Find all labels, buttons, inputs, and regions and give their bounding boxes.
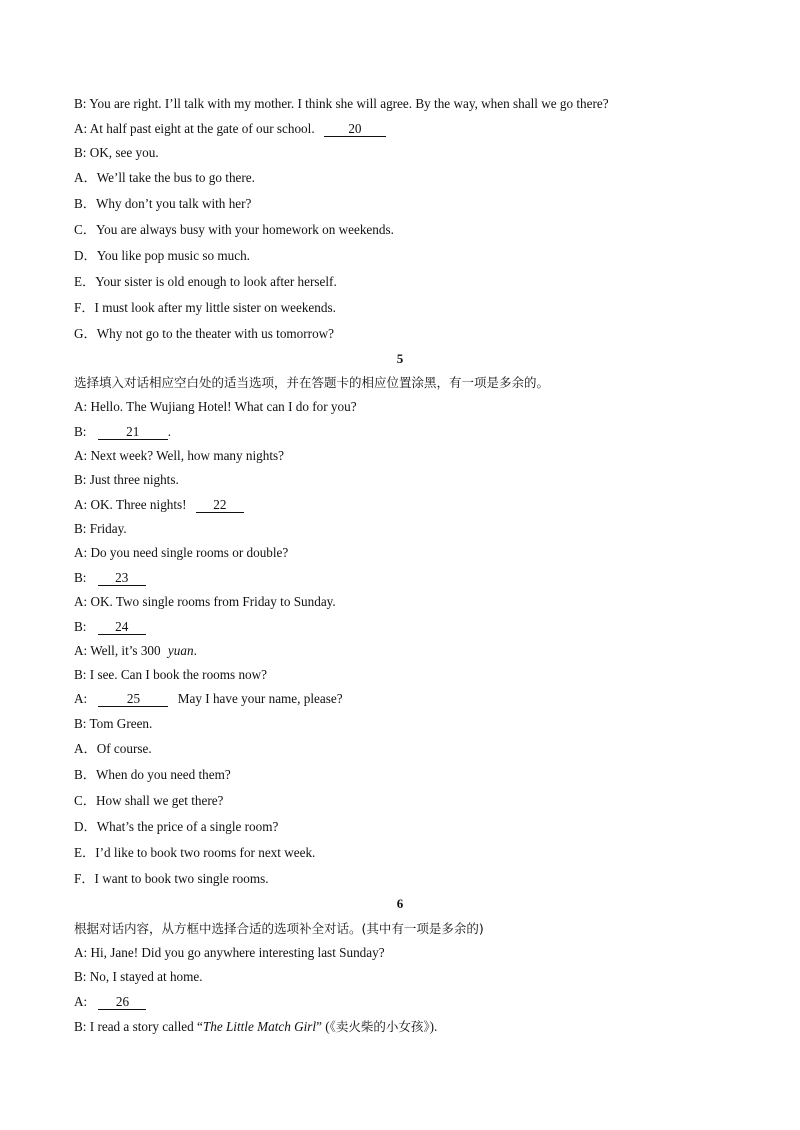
section-number: 6 [396, 896, 404, 911]
punctuation: ). [429, 1019, 438, 1034]
answer-blank-23: 23 [98, 571, 146, 586]
answer-blank-25: 25 [98, 692, 168, 707]
dialogue-line: A: Next week? Well, how many nights? [74, 448, 285, 463]
dialogue-line [74, 643, 197, 659]
dialogue-line: B: I see. Can I book the rooms now? [74, 667, 268, 682]
answer-blank-22: 22 [196, 498, 244, 513]
dialogue-text: A: Well, it’s 300 [74, 643, 161, 658]
dialogue-text: A: At half past eight at the gate of our school. [74, 121, 315, 136]
dialogue-line: A: Hi, Jane! Did you go anywhere interesting last Sunday? [74, 945, 385, 960]
option-item: D．You like pop music so much. [74, 248, 250, 263]
dialogue-line [74, 424, 171, 440]
dialogue-line: B: OK, see you. [74, 145, 159, 160]
answer-blank-26: 26 [98, 995, 146, 1010]
dialogue-text: May I have your name, please? [177, 691, 343, 706]
option-item: E．I’d like to book two rooms for next week. [74, 845, 316, 860]
speaker-label: A: [74, 994, 88, 1009]
dialogue-text: A: OK. Three nights! [74, 497, 187, 512]
option-item: C．How shall we get there? [74, 793, 224, 808]
story-title: The Little Match Girl [202, 1019, 317, 1034]
speaker-label: A: [74, 691, 88, 706]
dialogue-line: B: Just three nights. [74, 472, 179, 487]
option-item: A．We’ll take the bus to go there. [74, 170, 255, 185]
dialogue-line: A: Do you need single rooms or double? [74, 545, 289, 560]
answer-blank-20: 20 [324, 122, 386, 137]
speaker-label: B: [74, 619, 87, 634]
dialogue-line [74, 497, 244, 513]
dialogue-line: B: Friday. [74, 521, 127, 536]
story-title-chinese: 《卖火柴的小女孩》 [329, 1019, 430, 1034]
speaker-label: B: [74, 570, 87, 585]
dialogue-line [74, 121, 386, 137]
dialogue-text: B: I read a story called “ [74, 1019, 203, 1034]
section-instruction: 根据对话内容，从方框中选择合适的选项补全对话。(其中有一项是多余的) [74, 921, 484, 936]
option-item: E．Your sister is old enough to look after herself. [74, 274, 337, 289]
dialogue-line [74, 570, 146, 586]
section-number: 5 [396, 351, 404, 366]
dialogue-line [74, 1019, 437, 1035]
dialogue-line: A: Hello. The Wujiang Hotel! What can I do for you? [74, 399, 357, 414]
dialogue-line [74, 619, 146, 635]
option-item: A．Of course. [74, 741, 152, 756]
dialogue-line: B: No, I stayed at home. [74, 969, 203, 984]
option-item: F．I must look after my little sister on weekends. [74, 300, 336, 315]
option-item: F．I want to book two single rooms. [74, 871, 269, 886]
option-item: B．Why don’t you talk with her? [74, 196, 252, 211]
option-item: D．What’s the price of a single room? [74, 819, 279, 834]
option-item: B．When do you need them? [74, 767, 231, 782]
dialogue-line [74, 691, 343, 707]
option-item: G．Why not go to the theater with us tomorrow? [74, 326, 335, 341]
dialogue-text: ” ( [316, 1019, 330, 1034]
currency-word: yuan [167, 643, 194, 658]
option-item: C．You are always busy with your homework on weekends. [74, 222, 394, 237]
answer-blank-21: 21 [98, 425, 168, 440]
dialogue-line [74, 994, 146, 1010]
speaker-label: B: [74, 424, 87, 439]
dialogue-line: B: You are right. I’ll talk with my mother. I think she will agree. By the way, when shall we go there? [74, 96, 609, 111]
punctuation: . [193, 643, 197, 658]
dialogue-line: B: Tom Green. [74, 716, 153, 731]
punctuation: . [167, 424, 172, 439]
section-instruction: 选择填入对话相应空白处的适当选项，并在答题卡的相应位置涂黑，有一项是多余的。 [74, 375, 550, 390]
dialogue-line: A: OK. Two single rooms from Friday to Sunday. [74, 594, 336, 609]
answer-blank-24: 24 [98, 620, 146, 635]
